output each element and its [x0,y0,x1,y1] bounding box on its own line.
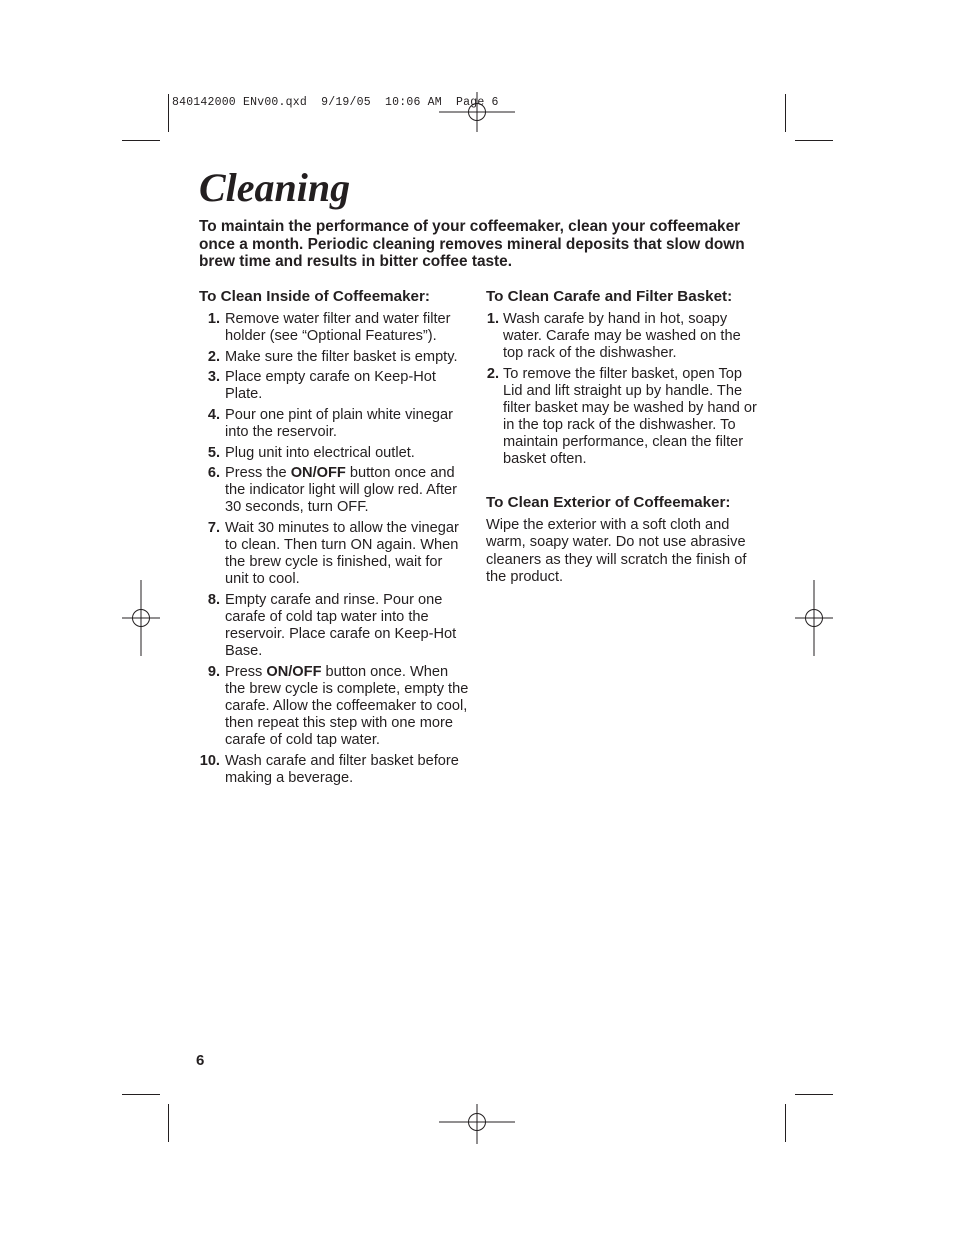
step-number: 8. [207,591,220,608]
step-number: 6. [207,465,220,482]
step-item [199,445,469,462]
step-text: Place empty carafe on Keep-Hot Plate. [225,369,436,403]
step-item [199,349,469,366]
crop-mark-tr-h [795,140,833,141]
step-number: 7. [207,520,220,537]
crop-mark-br-h [795,1094,833,1095]
step-number: 2. [207,348,220,365]
step-text: Wash carafe and filter basket before making a beverage. [225,752,459,786]
step-number: 3. [207,369,220,386]
carafe-exterior-section [486,287,758,586]
step-text: Pour one pint of plain white vinegar into the reservoir. [225,406,453,441]
on-off-label: ON/OFF [290,465,346,482]
step-item [199,592,469,660]
step-item [199,520,469,588]
step-number: 5. [207,444,220,461]
step-text: Plug unit into electrical outlet. [225,444,415,461]
step-item [199,407,469,441]
step-text: Wash carafe by hand in hot, soapy water. Carafe may be washed on the top rack of the dishwasher. [503,311,741,362]
registration-mark-right-icon [795,580,833,656]
page-title: Cleaning [199,165,351,210]
step-text-post: button once. When the brew cycle is complete, empty the carafe. Allow the coffeemaker to cool, then repeat this step with one more carafe of cold tap water. [225,663,469,749]
crop-mark-tl-h [122,140,160,141]
step-number: 4. [207,406,220,423]
registration-mark-bottom-icon [439,1104,515,1144]
page-number: 6 [196,1052,205,1069]
step-number: 9. [207,663,220,680]
carafe-cleaning-heading: To Clean Carafe and Filter Basket: [486,288,733,305]
step-number: 2. [486,365,499,382]
inside-cleaning-section [199,287,469,790]
step-text-post: button once and the indicator light will glow red. After 30 seconds, turn OFF. [225,465,457,516]
step-text: Wait 30 minutes to allow the vinegar to clean. Then turn ON again. When the brew cycle is finished, wait for unit to cool. [225,520,459,588]
step-item [486,311,758,362]
step-number: 1. [207,311,220,327]
step-text: Empty carafe and rinse. Pour one carafe of cold tap water into the reservoir. Place carafe on Keep-Hot Base. [225,591,457,660]
crop-mark-tl-v [168,94,169,132]
intro-paragraph: To maintain the performance of your coffeemaker, clean your coffeemaker once a month. Periodic cleaning removes mineral deposits that slow down brew time and results in bitter coffee taste. [199,218,745,271]
step-item [199,465,469,516]
inside-cleaning-steps [199,311,469,787]
registration-mark-left-icon [122,580,160,656]
step-text: To remove the filter basket, open Top Lid and lift straight up by handle. The filter basket may be washed by hand or in the top rack of the dishwasher. To maintain performance, clean the filter basket often. [503,365,757,468]
step-item [199,311,469,345]
step-item [199,369,469,403]
carafe-cleaning-steps [486,311,758,468]
step-item [199,664,469,749]
on-off-label: ON/OFF [266,663,322,680]
crop-mark-tr-v [785,94,786,132]
crop-mark-br-v [785,1104,786,1142]
step-item [199,753,469,787]
step-number: 10. [199,752,220,769]
step-text-pre: Press the [225,465,291,482]
exterior-cleaning-heading: To Clean Exterior of Coffeemaker: [486,494,731,512]
printer-slug-line: 840142000 ENv00.qxd 9/19/05 10:06 AM Page 6 [172,96,499,109]
inside-cleaning-heading: To Clean Inside of Coffeemaker: [199,288,430,305]
crop-mark-bl-v [168,1104,169,1142]
exterior-cleaning-text: Wipe the exterior with a soft cloth and warm, soapy water. Do not use abrasive cleaners as they will scratch the finish of the product. [486,517,747,585]
step-text: Remove water filter and water filter holder (see “Optional Features”). [225,311,451,345]
step-item [486,366,758,469]
step-number: 1. [486,311,499,327]
step-text: Make sure the filter basket is empty. [225,348,458,365]
step-text-pre: Press [225,663,267,680]
crop-mark-bl-h [122,1094,160,1095]
